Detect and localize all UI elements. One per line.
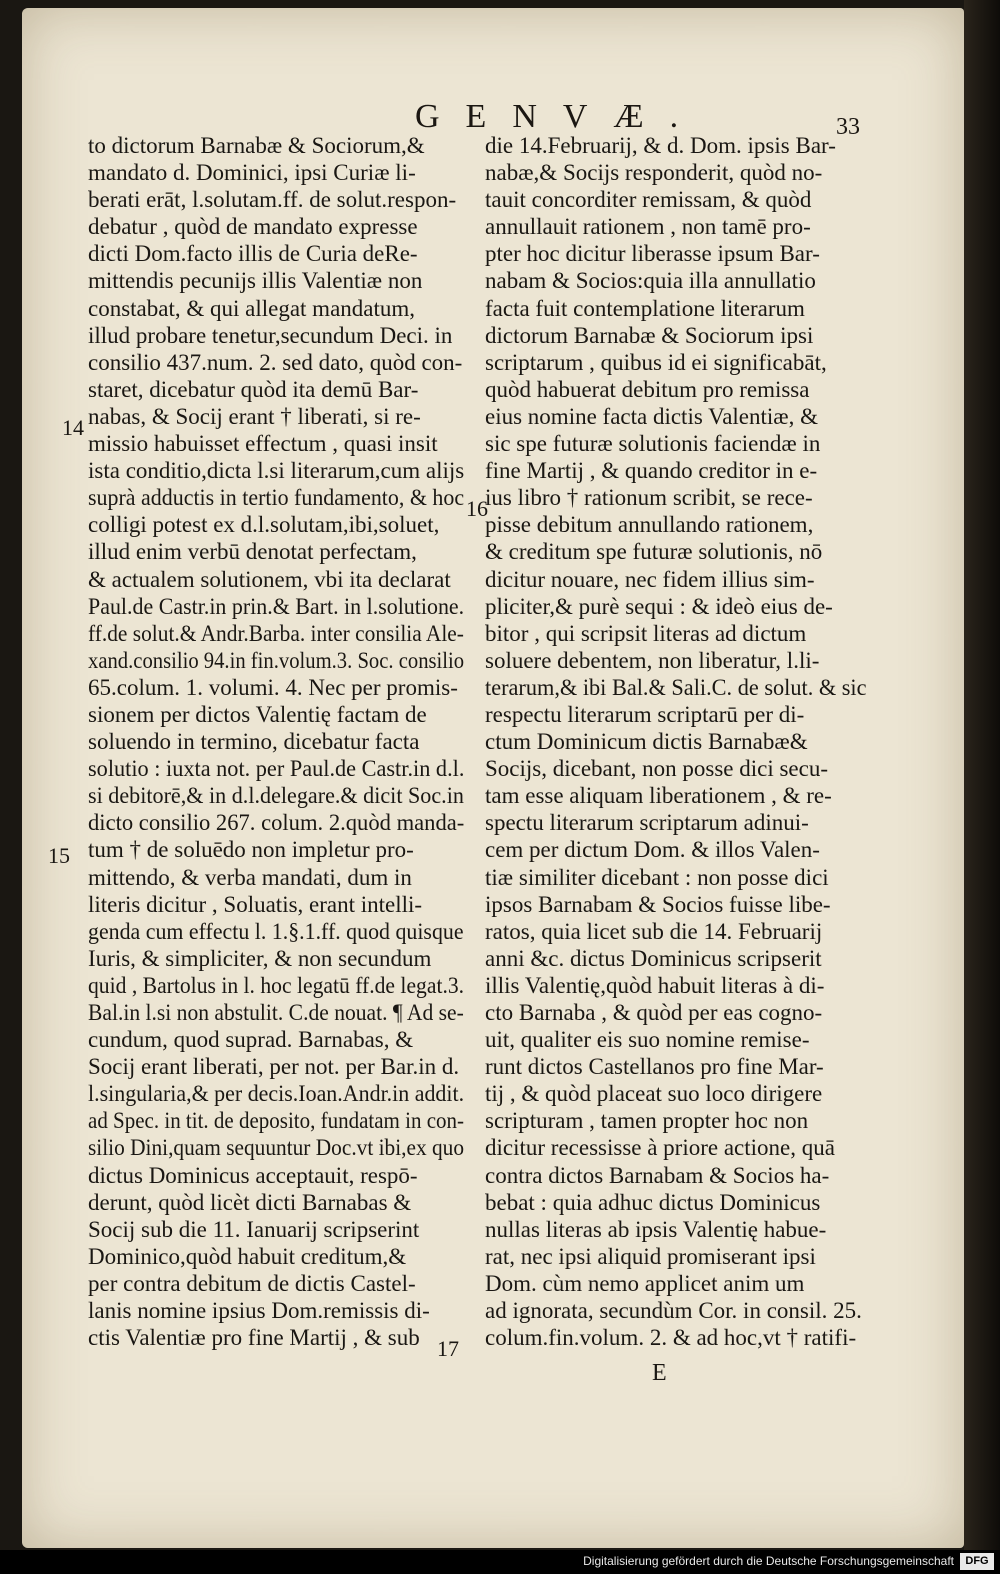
- text-line: nullas literas ab ipsis Valentię habue-: [485, 1216, 827, 1242]
- text-line: dicitur recessisse à priore actione, quā: [485, 1135, 835, 1161]
- text-line: colum.fin.volum. 2. & ad hoc,vt † ratifi-: [485, 1325, 857, 1351]
- text-line: spectu literarum scriptarum adinui-: [485, 810, 809, 836]
- text-line: pter hoc dicitur liberasse ipsum Bar-: [485, 241, 820, 267]
- text-line: tij , & quòd placeat suo loco dirigere: [485, 1081, 823, 1107]
- text-line: ctum Dominicum dictis Barnabæ&: [485, 729, 808, 755]
- running-title: GENVÆ.: [415, 98, 705, 135]
- text-line: annullauit rationem , non tamē pro-: [485, 214, 811, 240]
- text-line: quid , Bartolus in l. hoc legatū ff.de legat.3.: [88, 972, 465, 998]
- text-line: solutio : iuxta not. per Paul.de Castr.in d.l.: [88, 756, 465, 782]
- signature-mark: E: [652, 1360, 667, 1386]
- text-line: Socij sub die 11. Ianuarij scripserint: [88, 1216, 420, 1242]
- text-line: per contra debitum de dictis Castel-: [88, 1270, 416, 1296]
- text-line: literis dicitur , Soluatis, erant intelli-: [88, 891, 423, 917]
- text-line: mittendis pecunijs illis Valentiæ non: [88, 268, 423, 294]
- text-line: debatur , quòd de mandato expresse: [88, 214, 418, 240]
- text-line: xand.consilio 94.in fin.volum.3. Soc. consilio: [88, 647, 465, 673]
- footer-bar: [0, 1550, 1000, 1574]
- text-line: bebat : quia adhuc dictus Dominicus: [485, 1189, 821, 1215]
- text-line: eius nomine facta dictis Valentiæ, &: [485, 403, 819, 429]
- text-line: lanis nomine ipsius Dom.remissis di-: [88, 1298, 430, 1324]
- margin-number: 17: [437, 1336, 459, 1361]
- text-line: Iuris, & simpliciter, & non secundum: [88, 945, 432, 971]
- text-line: soluendo in termino, dicebatur facta: [88, 729, 420, 755]
- text-line: dictus Dominicus acceptauit, respō-: [88, 1162, 418, 1188]
- text-line: Dominico,quòd habuit creditum,&: [88, 1243, 407, 1269]
- text-line: cundum, quod suprad. Barnabas, &: [88, 1027, 414, 1053]
- text-line: contra dictos Barnabam & Socios ha-: [485, 1162, 830, 1188]
- text-line: facta fuit contemplatione literarum: [485, 295, 805, 321]
- text-line: & actualem solutionem, vbi ita declarat: [88, 566, 451, 592]
- text-line: respectu literarum scriptarū per di-: [485, 701, 805, 727]
- text-line: derunt, quòd licèt dicti Barnabas &: [88, 1189, 412, 1215]
- text-line: mittendo, & verba mandati, dum in: [88, 864, 412, 890]
- text-line: sionem per dictos Valentię factam de: [88, 701, 427, 727]
- text-line: anni &c. dictus Dominicus scripserit: [485, 945, 822, 971]
- page-edge: [964, 0, 1000, 1550]
- text-line: quòd habuerat debitum pro remissa: [485, 376, 810, 402]
- margin-number: 16: [466, 496, 488, 521]
- text-line: bitor , qui scripsit literas ad dictum: [485, 620, 807, 646]
- text-line: dicto consilio 267. colum. 2.quòd manda-: [88, 810, 465, 836]
- text-line: Socij erant liberati, per not. per Bar.in d.: [88, 1054, 460, 1080]
- text-line: ff.de solut.& Andr.Barba. inter consilia Ale-: [88, 620, 464, 646]
- text-line: to dictorum Barnabæ & Sociorum,&: [88, 133, 425, 158]
- text-line: & creditum spe futuræ solutionis, nō: [485, 539, 823, 565]
- text-line: scriptarum , quibus id ei significabāt,: [485, 349, 827, 375]
- text-line: 65.colum. 1. volumi. 4. Nec per promis-: [88, 674, 458, 700]
- text-line: genda cum effectu l. 1.§.1.ff. quod quisque: [88, 918, 464, 944]
- text-line: nabas, & Socij erant † liberati, si re-: [88, 403, 421, 429]
- text-line: runt dictos Castellanos pro fine Mar-: [485, 1054, 824, 1080]
- text-line: tam esse aliquam liberationem , & re-: [485, 783, 832, 809]
- text-line: ad ignorata, secundùm Cor. in consil. 25.: [485, 1298, 862, 1324]
- text-line: Paul.de Castr.in prin.& Bart. in l.solutione.: [88, 593, 465, 619]
- footer-credit: Digitalisierung gefördert durch die Deutsche Forschungsgemeinschaft: [583, 1554, 954, 1568]
- dfg-logo: DFG: [960, 1553, 994, 1570]
- text-line: silio Dini,quam sequuntur Doc.vt ibi,ex quo: [88, 1135, 465, 1161]
- text-line: uit, qualiter eis suo nomine remise-: [485, 1027, 810, 1053]
- text-line: fine Martij , & quando creditor in e-: [485, 458, 818, 484]
- text-line: pliciter,& purè sequi : & ideò eius de-: [485, 593, 833, 619]
- text-line: ratos, quia licet sub die 14. Februarij: [485, 918, 823, 944]
- left-text-column: [88, 132, 464, 1351]
- text-line: terarum,& ibi Bal.& Sali.C. de solut. & sic: [485, 674, 867, 700]
- text-line: consilio 437.num. 2. sed dato, quòd con-: [88, 349, 463, 375]
- text-line: Dom. cùm nemo applicet anim um: [485, 1270, 805, 1296]
- text-line: nabæ,& Socijs responderit, quòd no-: [485, 160, 823, 186]
- text-line: scripturam , tamen propter hoc non: [485, 1108, 809, 1134]
- text-line: soluere debentem, non liberatur, l.li-: [485, 647, 820, 673]
- text-line: sic spe futuræ solutionis faciendæ in: [485, 431, 821, 457]
- text-line: illis Valentię,quòd habuit literas à di-: [485, 972, 825, 998]
- text-line: tauit concorditer remissam, & quòd: [485, 187, 812, 213]
- text-line: berati erāt, l.solutam.ff. de solut.respon-: [88, 187, 457, 213]
- text-line: rat, nec ipsi aliquid promiserant ipsi: [485, 1243, 816, 1269]
- text-line: tum † de soluēdo non impletur pro-: [88, 837, 414, 863]
- margin-number: 14: [62, 415, 84, 440]
- text-line: ipsos Barnabam & Socios fuisse libe-: [485, 891, 831, 917]
- text-line: nabam & Socios:quia illa annullatio: [485, 268, 816, 294]
- text-line: illud probare tenetur,secundum Deci. in: [88, 322, 453, 348]
- page-number: 33: [836, 114, 860, 140]
- right-text-column: [485, 132, 867, 1351]
- text-line: colligi potest ex d.l.solutam,ibi,soluet,: [88, 512, 440, 538]
- text-line: dicti Dom.facto illis de Curia deRe-: [88, 241, 418, 267]
- text-line: dictorum Barnabæ & Sociorum ipsi: [485, 322, 814, 348]
- text-line: ista conditio,dicta l.si literarum,cum alijs: [88, 458, 465, 484]
- text-line: constabat, & qui allegat mandatum,: [88, 295, 416, 321]
- text-line: staret, dicebatur quòd ita demū Bar-: [88, 376, 419, 402]
- text-line: dicitur nouare, nec fidem illius sim-: [485, 566, 815, 592]
- text-line: ctis Valentiæ pro fine Martij , & sub: [88, 1325, 420, 1351]
- text-line: suprà adductis in tertio fundamento, & hoc: [88, 485, 465, 511]
- text-line: illud enim verbū denotat perfectam,: [88, 539, 417, 565]
- text-line: l.singularia,& per decis.Ioan.Andr.in addit.: [88, 1081, 465, 1107]
- text-line: die 14.Februarij, & d. Dom. ipsis Bar-: [485, 133, 836, 158]
- text-line: mandato d. Dominici, ipsi Curiæ li-: [88, 160, 416, 186]
- text-line: ius libro † rationum scribit, se rece-: [485, 485, 813, 511]
- text-line: cto Barnaba , & quòd per eas cogno-: [485, 1000, 823, 1025]
- text-line: ad Spec. in tit. de deposito, fundatam in con-: [88, 1108, 464, 1134]
- margin-number: 15: [48, 843, 70, 868]
- text-line: missio habuisset effectum , quasi insit: [88, 431, 438, 457]
- text-line: tiæ similiter dicebant : non posse dici: [485, 864, 829, 890]
- text-line: pisse debitum annullando rationem,: [485, 512, 814, 538]
- text-line: Bal.in l.si non abstulit. C.de nouat. ¶ Ad se-: [88, 1000, 464, 1025]
- text-line: si debitorē,& in d.l.delegare.& dicit Soc.in: [88, 783, 464, 809]
- text-line: Socijs, dicebant, non posse dici secu-: [485, 756, 829, 782]
- text-line: cem per dictum Dom. & illos Valen-: [485, 837, 820, 863]
